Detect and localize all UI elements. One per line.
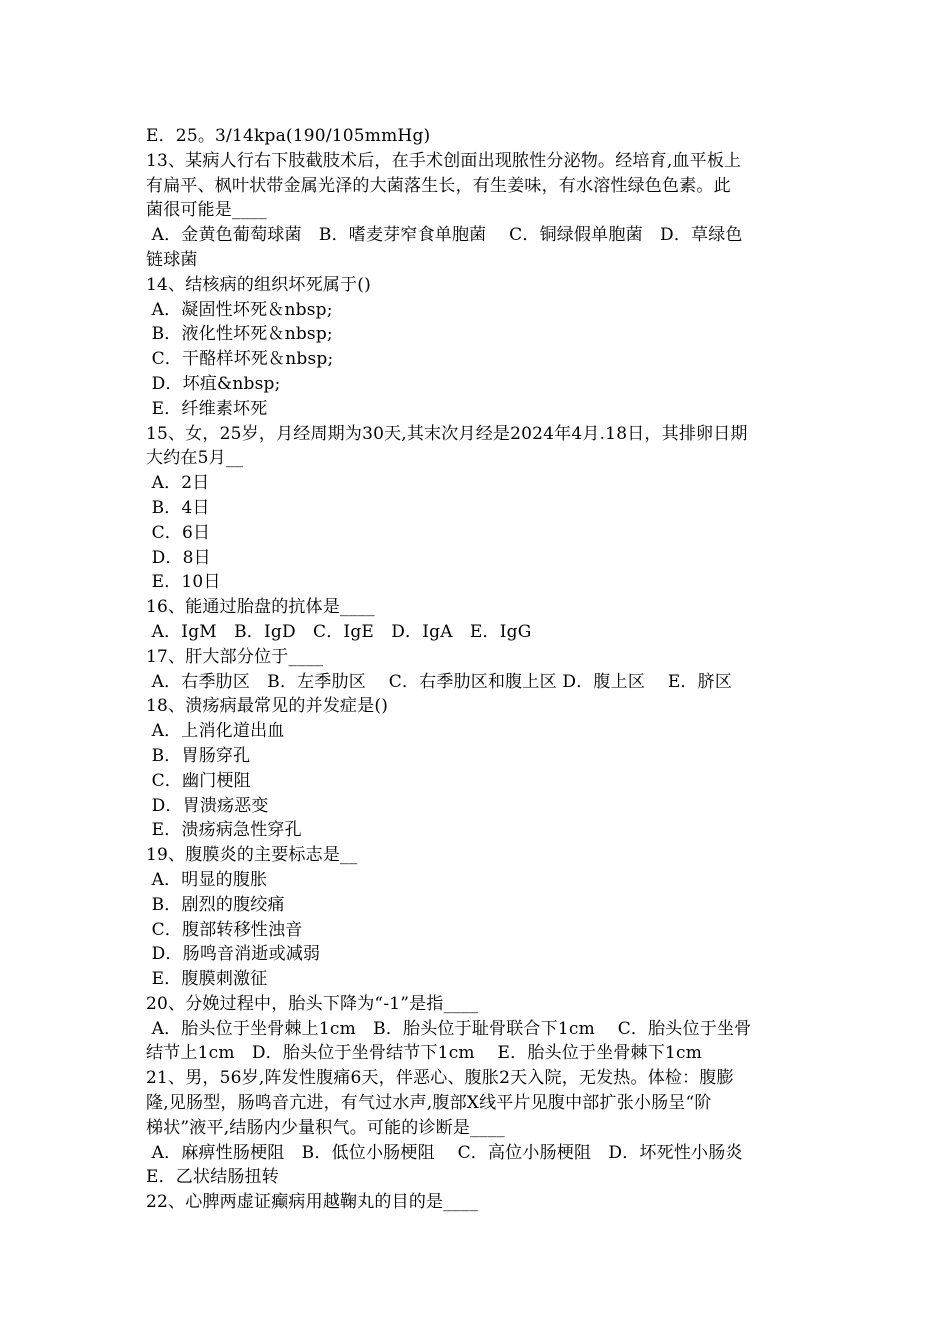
option-line: D．8日 <box>146 547 211 568</box>
option-line: A．2日 <box>146 473 210 494</box>
option-line: E．乙状结肠扭转 <box>146 1167 280 1188</box>
text-line: 隆,见肠型，肠鸣音亢进，有气过水声,腹部X线平片见腹中部扩张小肠呈“阶 <box>146 1093 712 1114</box>
question-22-line: 22、心脾两虚证癫病用越鞠丸的目的是____ <box>146 1192 479 1213</box>
option-line: C．幽门梗阻 <box>146 770 251 791</box>
option-line: D．坏疽&nbsp; <box>146 373 281 394</box>
option-line: E．腹膜刺激征 <box>146 969 268 990</box>
text-line: 有扁平、枫叶状带金属光泽的大菌落生长，有生姜味，有水溶性绿色色素。此 <box>146 175 731 196</box>
question-18-line: 18、溃疡病最常见的并发症是() <box>146 696 389 717</box>
options-line: A．金黄色葡萄球菌 B．嗜麦芽窄食单胞菌 C．铜绿假单胞菌 D．草绿色 <box>146 225 743 246</box>
option-line: C．腹部转移性浊音 <box>146 919 303 940</box>
option-line: A．明显的腹胀 <box>146 869 268 890</box>
question-15-line: 15、女，25岁，月经周期为30天,其末次月经是2024年4月.18日，其排卵日期 <box>146 423 748 444</box>
option-line: E．10日 <box>146 572 221 593</box>
question-17-line: 17、肝大部分位于____ <box>146 646 324 667</box>
question-14-line: 14、结核病的组织坏死属于() <box>146 274 371 295</box>
text-line: 大约在5月__ <box>146 448 244 469</box>
options-line: A．麻痹性肠梗阻 B．低位小肠梗阻 C．高位小肠梗阻 D．坏死性小肠炎 <box>146 1142 743 1163</box>
options-line: A．右季肋区 B．左季肋区 C．右季肋区和腹上区 D．腹上区 E．脐区 <box>146 671 733 692</box>
text-line: 梯状”液平,结肠内少量积气。可能的诊断是____ <box>146 1117 505 1138</box>
text-line: 菌很可能是____ <box>146 200 267 221</box>
question-19-line: 19、腹膜炎的主要标志是__ <box>146 845 358 866</box>
option-line: D．胃溃疡恶变 <box>146 795 269 816</box>
option-line: B．4日 <box>146 497 210 518</box>
options-line: A．IgM B．IgD C．IgE D．IgA E．IgG <box>146 621 532 642</box>
option-line: B．胃肠穿孔 <box>146 745 251 766</box>
option-line: E．溃疡病急性穿孔 <box>146 820 302 841</box>
question-16-line: 16、能通过胎盘的抗体是____ <box>146 597 375 618</box>
option-line: D．肠鸣音消逝或减弱 <box>146 944 321 965</box>
option-line: A．凝固性坏死＆nbsp; <box>146 299 333 320</box>
option-line: E．纤维素坏死 <box>146 398 268 419</box>
question-13-line: 13、某病人行右下肢截肢术后，在手术创面出现脓性分泌物。经培育,血平板上 <box>146 150 742 171</box>
option-line: A．上消化道出血 <box>146 721 285 742</box>
options-line: 结节上1cm D．胎头位于坐骨结节下1cm E．胎头位于坐骨棘下1cm <box>146 1043 703 1064</box>
option-line: C．干酪样坏死＆nbsp; <box>146 349 334 370</box>
option-line: C．6日 <box>146 522 211 543</box>
text-line: E．25。3/14kpa(190/105mmHg) <box>146 126 431 146</box>
option-line: B．剧烈的腹绞痛 <box>146 894 285 915</box>
options-line: A．胎头位于坐骨棘上1cm B．胎头位于耻骨联合下1cm C．胎头位于坐骨 <box>146 1018 752 1039</box>
text-line: 链球菌 <box>146 249 198 270</box>
question-20-line: 20、分娩过程中，胎头下降为“-1”是指____ <box>146 993 479 1014</box>
question-21-line: 21、男，56岁,阵发性腹痛6天，伴恶心、腹胀2天入院，无发热。体检：腹膨 <box>146 1068 734 1089</box>
option-line: B．液化性坏死＆nbsp; <box>146 324 333 345</box>
